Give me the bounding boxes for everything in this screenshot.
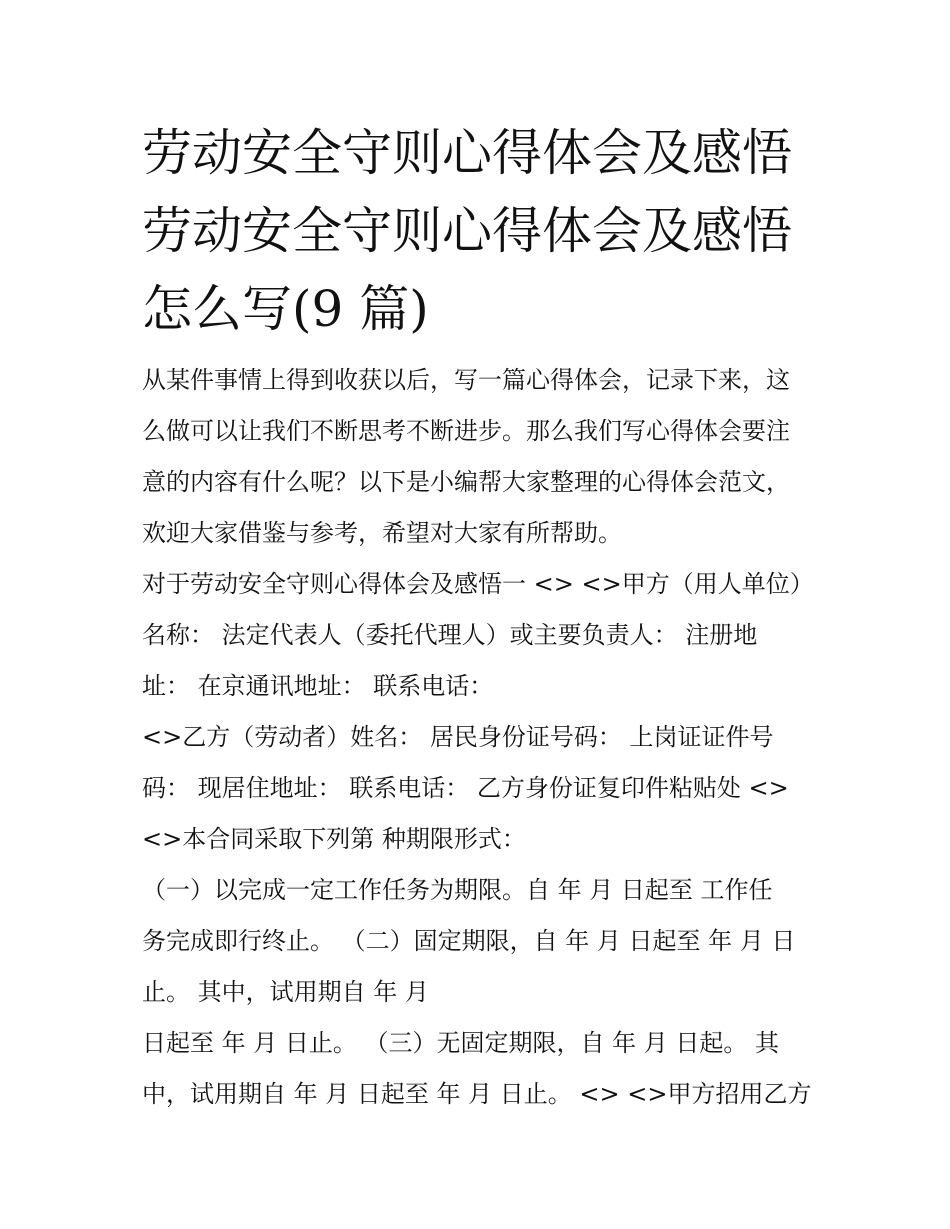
body-line: 中，试用期自 年 月 日起至 年 月 日止。 <> <>甲方招用乙方 — [142, 1080, 812, 1108]
body-line: 码： 现居住地址： 联系电话： 乙方身份证复印件粘贴处 <> — [142, 774, 789, 802]
document-body — [142, 355, 822, 1120]
body-line: 名称： 法定代表人（委托代理人）或主要负责人： 注册地 — [142, 621, 758, 649]
body-line: 址： 在京通讯地址： 联系电话： — [142, 672, 494, 700]
body-line: 务完成即行终止。 （二）固定期限，自 年 月 日起至 年 月 日 — [142, 927, 796, 955]
document-title — [142, 114, 822, 348]
title-line-2: 劳动安全守则心得体会及感悟 — [142, 202, 792, 260]
body-line: （一）以完成一定工作任务为期限。自 年 月 日起至 工作任 — [142, 876, 773, 904]
body-line: 欢迎大家借鉴与参考，希望对大家有所帮助。 — [142, 519, 622, 547]
title-line-1: 劳动安全守则心得体会及感悟 — [142, 124, 792, 182]
body-line: <>乙方（劳动者）姓名： 居民身份证号码： 上岗证证件号 — [142, 723, 774, 751]
body-line: <>本合同采取下列第 种期限形式： — [142, 825, 526, 853]
title-line-3: 怎么写(9 篇) — [142, 280, 429, 338]
body-line: 日起至 年 月 日止。 （三）无固定期限，自 年 月 日起。 其 — [142, 1029, 780, 1057]
body-line: 意的内容有什么呢？以下是小编帮大家整理的心得体会范文， — [142, 468, 790, 496]
body-line: 么做可以让我们不断思考不断进步。那么我们写心得体会要注 — [142, 417, 790, 445]
body-line: 从某件事情上得到收获以后，写一篇心得体会，记录下来，这 — [142, 366, 790, 394]
body-line: 止。 其中，试用期自 年 月 — [142, 978, 429, 1006]
body-line: 对于劳动安全守则心得体会及感悟一 <> <>甲方（用人单位） — [142, 570, 814, 598]
